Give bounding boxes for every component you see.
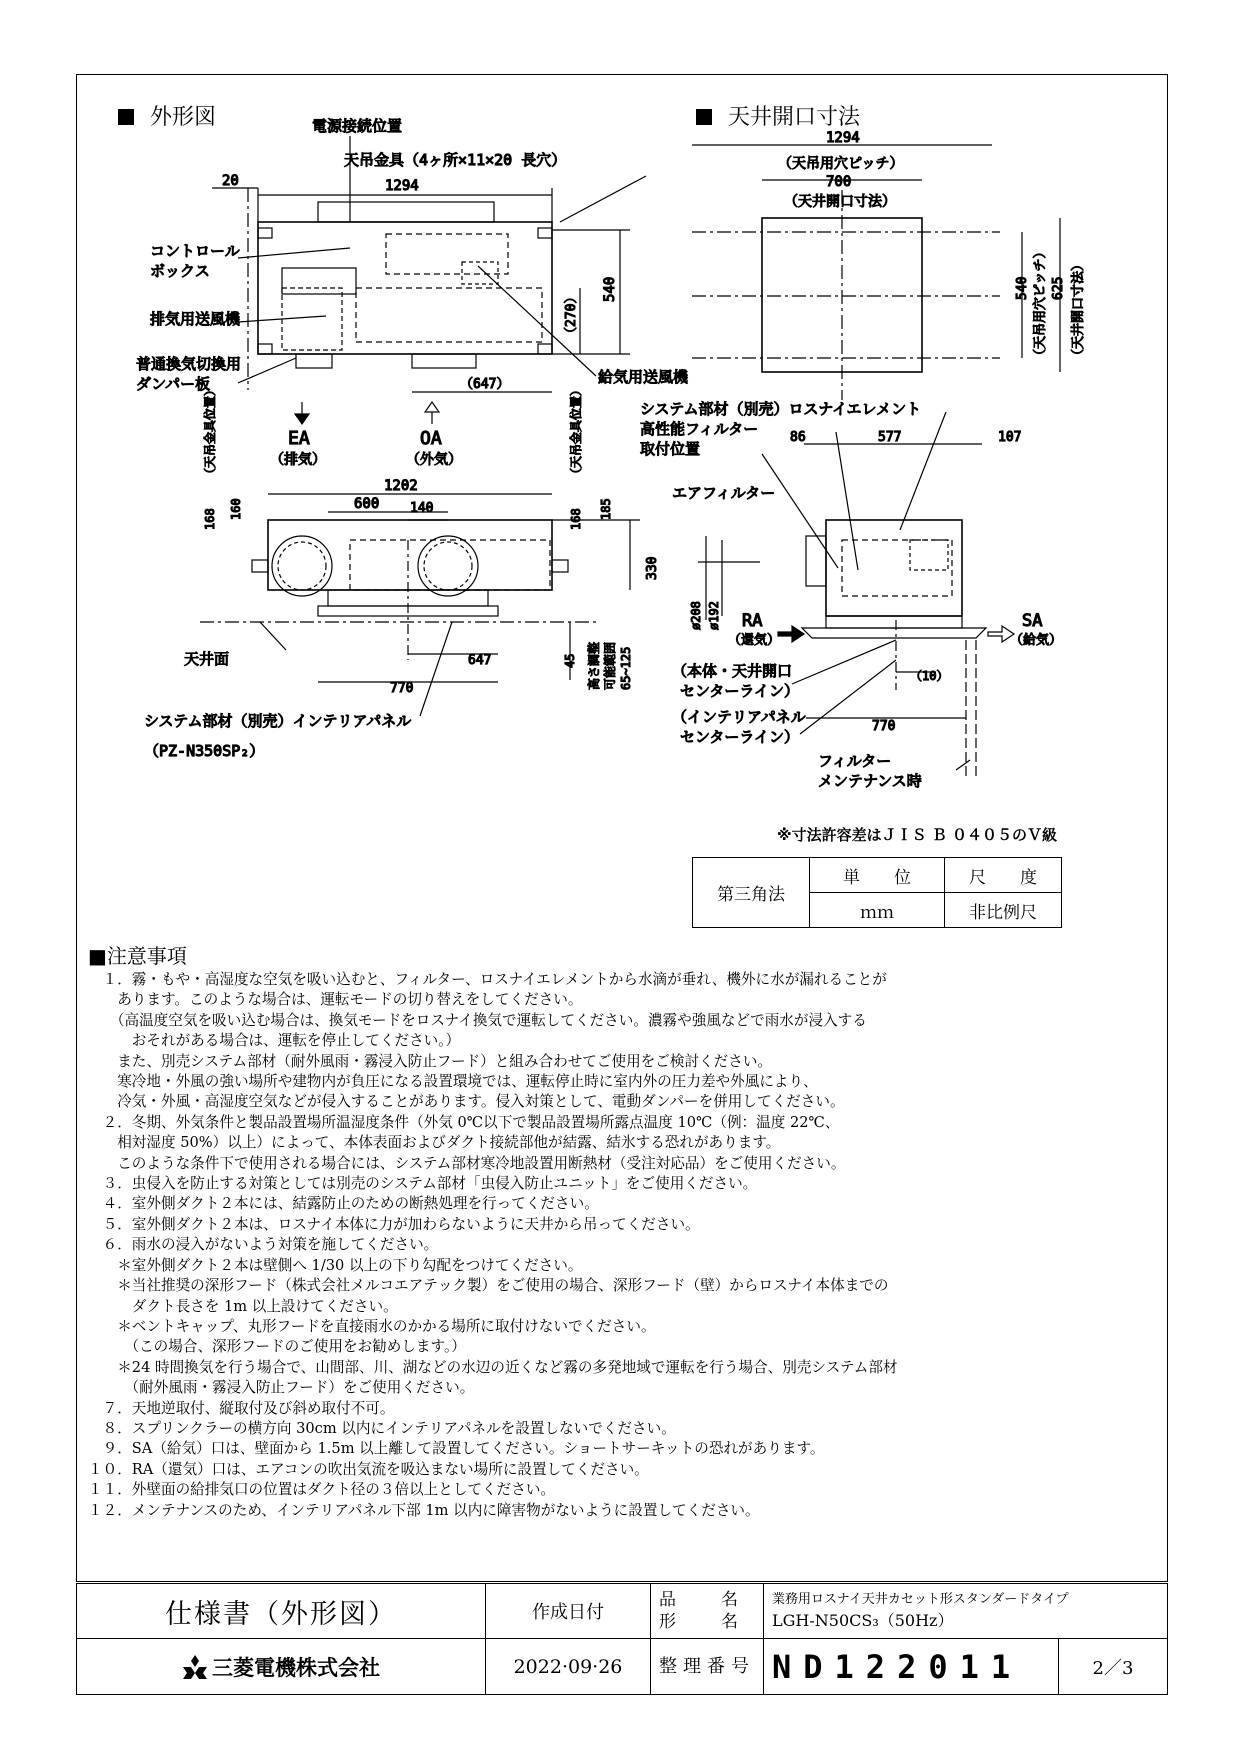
leader — [238, 358, 296, 383]
label-body-center-2: センターライン） — [680, 682, 799, 700]
dim-1202: 1202 — [384, 478, 418, 494]
unit-value: ｍｍ — [810, 893, 945, 928]
model-label: 形 名 — [659, 1612, 752, 1632]
caution-line: ８．スプリンクラーの横方向 30cm 以内にインテリアパネルを設置しないでください。 — [88, 1419, 676, 1437]
tolerance-note: ※寸法許容差はＪＩＳ Ｂ ０４０５のＶ級 — [777, 826, 1058, 844]
front-body — [826, 520, 962, 616]
side-body — [268, 520, 552, 590]
dim-647: 647 — [468, 653, 492, 668]
front-element — [842, 540, 952, 596]
dim-185: 185 — [599, 498, 613, 520]
product-name: 業務用ロスナイ天井カセット形スタンダードタイプ — [772, 1592, 1069, 1607]
hanger-bracket — [258, 344, 272, 354]
side-element-outline — [350, 540, 550, 590]
dim-168-right: 168 — [569, 508, 583, 530]
dim-270: （270） — [564, 290, 579, 340]
dim-330: 330 — [645, 556, 660, 580]
dim-160: 160 — [229, 498, 243, 520]
label-panel-model: （PZ-N350SP₂） — [144, 742, 265, 760]
cautions-section — [88, 944, 1148, 1521]
hanger-bracket — [258, 228, 272, 238]
label-oa-sub: （外気） — [406, 452, 462, 468]
dim-1294: 1294 — [385, 178, 419, 194]
dim-10: （10） — [910, 669, 949, 683]
doc-number: ND122011 — [764, 1639, 1059, 1695]
dim-540-opening: 540 — [1015, 276, 1030, 300]
dim-107: 107 — [998, 430, 1022, 445]
ea-duct-stub — [296, 354, 332, 368]
label-damper-2: ダンパー板 — [136, 375, 211, 393]
product-info — [764, 1584, 1168, 1639]
unit-header: 単 位 — [810, 858, 945, 893]
caution-line: あります。このような場合は、運転モードの切り替えをしてください。 — [88, 991, 583, 1009]
name-labels — [651, 1584, 764, 1639]
label-body-center-1: （本体・天井開口 — [672, 662, 793, 680]
front-panel-top — [826, 616, 962, 628]
leader — [836, 432, 858, 570]
dim-700: 700 — [826, 174, 852, 190]
page-number: 2／3 — [1059, 1639, 1168, 1695]
supply-fan-motor — [462, 262, 498, 284]
ea-duct-inner — [278, 542, 326, 590]
supply-fan-outline — [386, 234, 508, 274]
ea-duct-circle — [272, 536, 332, 596]
label-power-connection: 電源接続位置 — [312, 117, 403, 135]
company-cell — [77, 1639, 486, 1695]
hanger-bracket — [538, 344, 552, 354]
caution-line: ＊ベントキャップ、丸形フードを直接雨水のかかる場所に取付けないでください。 — [88, 1317, 656, 1335]
label-damper-1: 普通換気切換用 — [136, 355, 242, 373]
caution-line: ６．雨水の浸入がないよう対策を施してください。 — [88, 1236, 439, 1254]
scale-header: 尺 度 — [945, 858, 1062, 893]
label-ra-sub: （還気） — [728, 633, 781, 648]
label-hp-filter-2: 取付位置 — [640, 440, 701, 458]
caution-line: １．霧・もや・高湿度な空気を吸い込むと、フィルター、ロスナイエレメントから水滴が垂れ、機外に水が漏れることが — [88, 971, 887, 988]
product-label: 品 名 — [659, 1590, 752, 1610]
exhaust-fan-outline — [282, 288, 342, 350]
projection-table — [692, 857, 1062, 928]
label-height-adjust-1: 高さ調整 — [587, 641, 601, 690]
dim-770-front: 770 — [872, 719, 896, 734]
dim-168-left: 168 — [203, 508, 217, 530]
dim-540: 540 — [602, 276, 618, 302]
caution-line: （耐外風雨・霧浸入防止フード）をご使用ください。 — [88, 1379, 475, 1397]
front-panel — [802, 628, 986, 638]
caution-line: ＊室外側ダクト２本は壁側へ 1/30 以上の下り勾配をつけてください。 — [88, 1256, 583, 1274]
leader — [956, 760, 970, 770]
dim-770-side: 770 — [390, 681, 414, 696]
arrow-up-icon — [425, 402, 439, 424]
label-air-filter: エアフィルター — [672, 484, 776, 502]
caution-line: 相対湿度 50%）以上）によって、本体表面およびダクト接続部他が結露、結氷する恐れがあります。 — [88, 1134, 781, 1152]
caution-line: ９．SA（給気）口は、壁面から 1.5m 以上離して設置してください。ショートサーキットの恐れがあります。 — [88, 1440, 825, 1458]
label-ceiling: 天井面 — [184, 650, 230, 668]
projection-method: 第三角法 — [693, 858, 810, 928]
opening-view — [692, 145, 1060, 400]
opening-section-title: 天井開口寸法 — [696, 100, 860, 131]
leader — [792, 640, 896, 684]
dim-140: 140 — [410, 501, 434, 516]
leader — [420, 622, 452, 716]
caution-line: また、別売システム部材（耐外風雨・霧浸入防止フード）と組み合わせてご使用をご検討ください。 — [88, 1052, 773, 1070]
caution-line: ４．室外側ダクト２本には、結露防止のための断熱処理を行ってください。 — [88, 1195, 599, 1213]
scale-value: 非比例尺 — [945, 893, 1062, 928]
label-filter-maint-2: メンテナンス時 — [818, 772, 922, 790]
ref-label: 整理番号 — [651, 1639, 764, 1695]
caution-line: ３．虫侵入を防止する対策としては別売のシステム部材「虫侵入防止ユニット」をご使用ください。 — [88, 1175, 758, 1193]
side-bracket — [552, 560, 568, 572]
dim-647-paren: （647） — [460, 377, 510, 392]
caution-line: ５．室外側ダクト２本は、ロスナイ本体に力が加わらないように天井から吊ってください。 — [88, 1215, 700, 1233]
dim-86: 86 — [790, 430, 806, 445]
ra-stub — [806, 536, 826, 586]
cautions-list — [88, 970, 1148, 1521]
caution-line: ２．冬期、外気条件と製品設置場所温湿度条件（外気 0℃以下で製品設置場所露点温度 10℃（例：温度 22℃、 — [88, 1113, 840, 1131]
dim-577: 577 — [878, 430, 902, 445]
label-supply-fan: 給気用送風機 — [598, 368, 689, 386]
label-filter-maint-1: フィルター — [818, 752, 892, 770]
caution-line: （高温度空気を吸い込む場合は、換気モードをロスナイ換気で運転してください。濃霧や強風などで雨水が浸入する — [88, 1011, 867, 1029]
leader — [900, 412, 946, 530]
caution-line: ＊当社推奨の深形フード（株式会社メルコエアテック製）をご使用の場合、深形フード（壁）からロスナイ本体までの — [88, 1277, 889, 1295]
dim-45: 45 — [563, 653, 577, 668]
label-pitch-v: （天吊用穴ピッチ） — [1033, 245, 1048, 362]
oa-duct-circle — [418, 536, 478, 596]
label-control-box-1: コントロール — [150, 242, 240, 260]
hanger-bracket — [538, 228, 552, 238]
doc-title: 仕様書（外形図） — [77, 1584, 486, 1639]
mitsubishi-logo-icon — [182, 1655, 208, 1679]
side-bracket — [252, 560, 268, 572]
element-outline — [356, 288, 542, 342]
control-box — [282, 268, 356, 294]
label-hanger: 天吊金具（4ヶ所×11×20 長穴） — [344, 151, 567, 169]
label-hp-filter-1: 高性能フィルター — [640, 420, 759, 438]
caution-line: 冷気・外風・高湿度空気などが侵入することがあります。侵入対策として、電動ダンパーを併用してください。 — [88, 1093, 845, 1111]
power-box — [318, 202, 494, 222]
outline-section-title: 外形図 — [118, 100, 216, 131]
leader — [762, 454, 838, 568]
front-fan — [910, 540, 948, 570]
label-ea-sub: （排気） — [270, 452, 326, 468]
label-pitch: （天吊用穴ピッチ） — [778, 156, 904, 172]
label-opening-v: （天井開口寸法） — [1071, 257, 1086, 362]
label-exhaust-fan: 排気用送風機 — [150, 310, 241, 328]
model-name: LGH-N50CS₃（50Hz） — [772, 1611, 954, 1630]
label-interior-panel: システム部材（別売）インテリアパネル — [144, 712, 412, 730]
oa-duct-stub — [412, 354, 476, 368]
label-ea: EA — [288, 428, 310, 449]
label-hanger-pos-left: （天吊金具位置） — [203, 383, 217, 480]
caution-line: おそれがある場合は、運転を停止してください。） — [88, 1032, 461, 1050]
created-label: 作成日付 — [486, 1584, 651, 1639]
caution-line: このような条件下で使用される場合には、システム部材寒冷地設置用断熱材（受注対応品）をご使用ください。 — [88, 1154, 846, 1172]
label-losnay-element: システム部材（別売）ロスナイエレメント — [640, 400, 922, 418]
label-opening: （天井開口寸法） — [784, 194, 896, 210]
caution-line: １０．RA（還気）口は、エアコンの吹出気流を吸込まない場所に設置してください。 — [88, 1460, 649, 1478]
arrow-down-icon — [295, 402, 309, 424]
label-control-box-2: ボックス — [150, 262, 210, 280]
label-sa: SA — [1022, 611, 1043, 631]
dim-600: 600 — [354, 496, 380, 512]
ra-arrow-icon — [778, 626, 804, 642]
oa-duct-inner — [424, 542, 472, 590]
leader — [260, 622, 286, 650]
label-height-adjust-3: 65~125 — [619, 646, 633, 690]
caution-line: １１．外壁面の給排気口の位置はダクト径の３倍以上としてください。 — [88, 1481, 556, 1499]
label-panel-center-1: （インテリアパネル — [672, 708, 806, 726]
dim-208: ø208 — [689, 601, 703, 630]
label-oa: OA — [420, 428, 442, 449]
created-date: 2022·09·26 — [486, 1639, 651, 1695]
label-height-adjust-2: 可能範囲 — [603, 641, 617, 690]
dim-1294-opening: 1294 — [826, 130, 860, 146]
caution-line: ７．天地逆取付、縦取付及び斜め取付不可。 — [88, 1399, 395, 1417]
title-block — [76, 1583, 1168, 1695]
label-ra: RA — [742, 611, 763, 631]
label-sa-sub: （給気） — [1010, 633, 1063, 648]
leader — [238, 248, 350, 258]
label-hanger-pos-right: （天吊金具位置） — [569, 383, 583, 480]
dim-625: 625 — [1051, 276, 1066, 300]
leader — [560, 176, 646, 222]
caution-line: ダクト長さを 1m 以上設けてください。 — [88, 1297, 398, 1315]
caution-line: （この場合、深形フードのご使用をお勧めします。） — [88, 1338, 466, 1356]
dim-192: ø192 — [707, 601, 721, 630]
caution-line: 寒冷地・外風の強い場所や建物内が負圧になる設置環境では、運転停止時に室内外の圧力差や外風により、 — [88, 1073, 818, 1091]
caution-line: １２．メンテナンスのため、インテリアパネル下部 1m 以内に障害物がないように設置してください。 — [88, 1501, 760, 1519]
plan-view — [212, 136, 646, 424]
label-panel-center-2: センターライン） — [680, 728, 799, 746]
caution-line: ＊24 時間換気を行う場合で、山間部、川、湖などの水辺の近くなど霧の多発地域で運転を行う場合、別売システム部材 — [88, 1358, 898, 1376]
company-name: 三菱電機株式会社 — [212, 1655, 380, 1680]
dim-20: 20 — [222, 173, 239, 189]
cautions-title: ■注意事項 — [88, 944, 187, 968]
